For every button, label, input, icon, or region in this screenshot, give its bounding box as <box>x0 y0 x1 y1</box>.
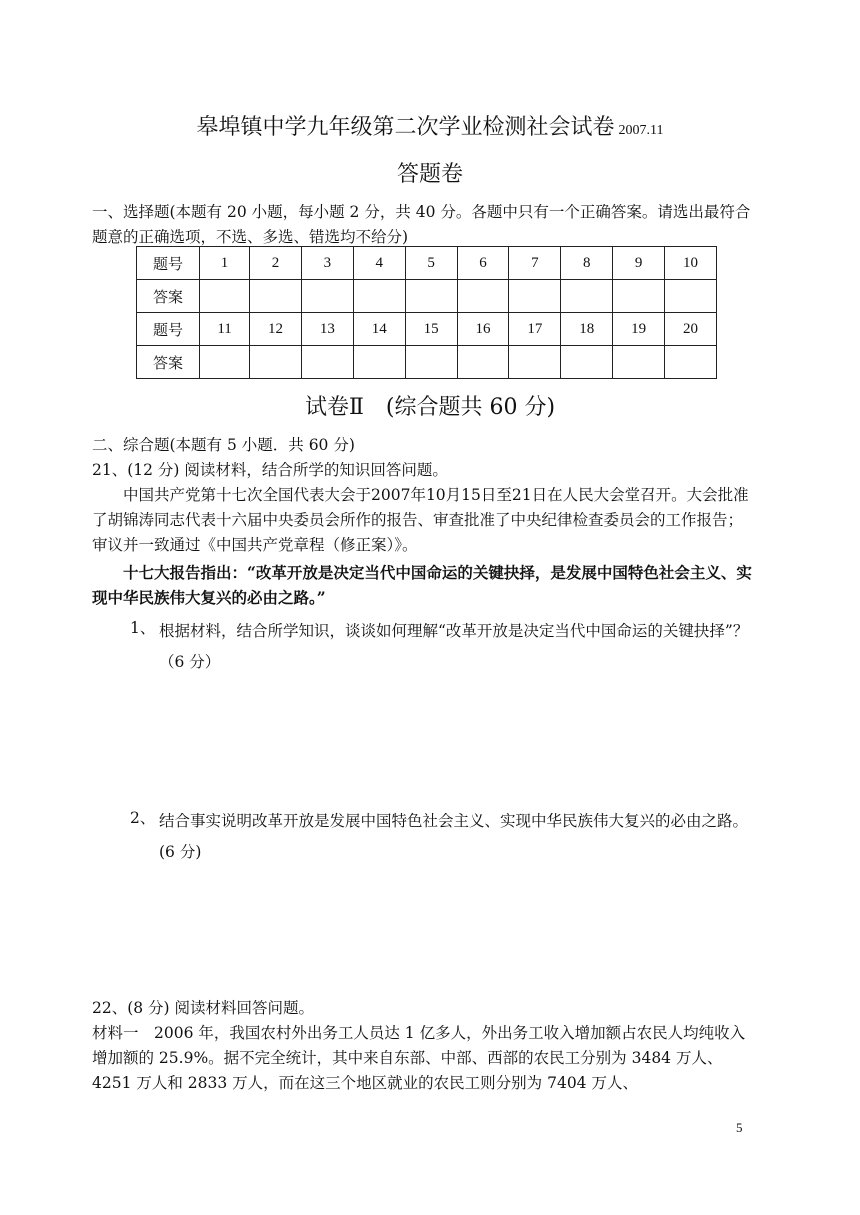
answer-cell[interactable] <box>613 280 665 313</box>
table-row <box>137 346 717 379</box>
q22-material-1: 材料一 2006 年，我国农村外出务工人员达 1 亿多人，外出务工收入增加额占农民人均纯收入增加额的 25.9%。据不完全统计，其中来自东部、中部、西部的农民工分别为 3484 万人、4251 万人和 2833 万人，而在这三个地区就业的农民工则分别为 7404 万人、 <box>92 1024 746 1092</box>
q21-material-1: 中国共产党第十七次全国代表大会于2007年10月15日至21日在人民大会堂召开。大会批准了胡锦涛同志代表十六届中央委员会所作的报告、审查批准了中央纪律检查委员会的工作报告；审议并一致通过《中国共产党章程（修正案）》。 <box>92 486 749 554</box>
row-label-answer: 答案 <box>137 280 200 313</box>
question-number-cell: 12 <box>250 313 302 346</box>
answer-cell[interactable] <box>561 280 613 313</box>
question-number-cell: 20 <box>665 313 717 346</box>
answer-cell[interactable] <box>200 346 250 379</box>
answer-cell[interactable] <box>509 280 561 313</box>
answer-cell[interactable] <box>301 346 353 379</box>
q21-sub-question-2 <box>130 806 756 868</box>
question-number-cell: 1 <box>200 247 250 280</box>
q21-sub-question-1 <box>130 616 756 678</box>
answer-cell[interactable] <box>457 280 509 313</box>
table-row <box>137 280 717 313</box>
question-number-cell: 19 <box>613 313 665 346</box>
table-row <box>137 247 717 280</box>
answer-cell[interactable] <box>250 280 302 313</box>
question-number-cell: 17 <box>509 313 561 346</box>
sub-question-text: 根据材料，结合所学知识，谈谈如何理解“改革开放是决定当代中国命运的关键抉择”？（6 分） <box>159 622 749 671</box>
part2-title: 试卷Ⅱ (综合题共 60 分) <box>304 395 556 420</box>
title-date: 2007.11 <box>618 123 664 138</box>
question-number-cell: 6 <box>457 247 509 280</box>
sub-question-text: 结合事实说明改革开放是发展中国特色社会主义、实现中华民族伟大复兴的必由之路。(6 分) <box>159 812 749 861</box>
page-number: 5 <box>736 1120 743 1135</box>
question-number-cell: 16 <box>457 313 509 346</box>
answer-cell[interactable] <box>301 280 353 313</box>
q22-heading: 22、(8 分) 阅读材料回答问题。 <box>92 999 315 1017</box>
question-number-cell: 13 <box>301 313 353 346</box>
answer-cell[interactable] <box>250 346 302 379</box>
q21-material-2: 十七大报告指出：“改革开放是决定当代中国命运的关键抉择，是发展中国特色社会主义、实现中华民族伟大复兴的必由之路。” <box>92 563 752 607</box>
question-number-cell: 11 <box>200 313 250 346</box>
question-number-cell: 7 <box>509 247 561 280</box>
sub-question-number: 2、 <box>130 809 156 827</box>
title-text: 皋埠镇中学九年级第二次学业检测社会试卷 <box>196 115 615 140</box>
question-number-cell: 9 <box>613 247 665 280</box>
section1-intro: 一、选择题(本题有 20 小题，每小题 2 分，共 40 分。各题中只有一个正确答案。请选出最符合题意的正确选项，不选、多选、错选均不给分) <box>92 203 751 246</box>
question-number-cell: 2 <box>250 247 302 280</box>
answer-cell[interactable] <box>665 280 717 313</box>
answer-cell[interactable] <box>561 346 613 379</box>
table-row <box>137 313 717 346</box>
question-number-cell: 14 <box>353 313 405 346</box>
page-title <box>0 110 860 141</box>
answer-cell[interactable] <box>509 346 561 379</box>
question-number-cell: 3 <box>301 247 353 280</box>
row-label-answer: 答案 <box>137 346 200 379</box>
answer-table <box>136 246 717 379</box>
page-subtitle: 答题卷 <box>396 162 463 187</box>
question-number-cell: 8 <box>561 247 613 280</box>
answer-cell[interactable] <box>457 346 509 379</box>
section2-intro: 二、综合题(本题有 5 小题．共 60 分) <box>92 436 355 454</box>
question-number-cell: 5 <box>405 247 457 280</box>
answer-cell[interactable] <box>353 346 405 379</box>
answer-cell[interactable] <box>200 280 250 313</box>
answer-cell[interactable] <box>613 346 665 379</box>
answer-cell[interactable] <box>405 346 457 379</box>
row-label-number: 题号 <box>137 247 200 280</box>
question-number-cell: 4 <box>353 247 405 280</box>
question-number-cell: 15 <box>405 313 457 346</box>
question-number-cell: 18 <box>561 313 613 346</box>
question-number-cell: 10 <box>665 247 717 280</box>
answer-cell[interactable] <box>405 280 457 313</box>
sub-question-number: 1、 <box>130 619 156 637</box>
answer-cell[interactable] <box>665 346 717 379</box>
row-label-number: 题号 <box>137 313 200 346</box>
q21-heading: 21、(12 分) 阅读材料，结合所学的知识回答问题。 <box>92 461 448 479</box>
answer-cell[interactable] <box>353 280 405 313</box>
